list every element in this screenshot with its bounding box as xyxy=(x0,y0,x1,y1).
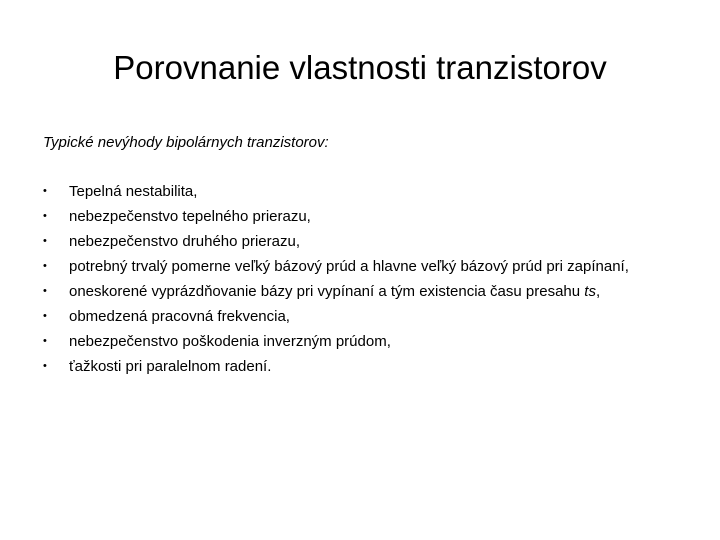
bullet-list xyxy=(43,180,683,380)
slide-title: Porovnanie vlastnosti tranzistorov xyxy=(113,49,607,86)
slide-subtitle: Typické nevýhody bipolárnych tranzistorov: xyxy=(43,134,329,151)
bullet-icon: • xyxy=(43,235,47,247)
list-item-text: nebezpečenstvo tepelného prierazu, xyxy=(69,208,311,225)
bullet-icon: • xyxy=(43,360,47,372)
list-item-text: nebezpečenstvo druhého prierazu, xyxy=(69,233,300,250)
list-item-text: Tepelná nestabilita, xyxy=(69,183,198,200)
bullet-icon: • xyxy=(43,185,47,197)
list-item-text: ťažkosti pri paralelnom radení. xyxy=(69,358,272,375)
bullet-icon: • xyxy=(43,310,47,322)
list-item xyxy=(43,180,683,203)
bullet-icon: • xyxy=(43,260,47,272)
list-item xyxy=(43,305,683,328)
list-item-text-suffix: , xyxy=(595,283,601,300)
list-item xyxy=(43,230,683,253)
list-item-text: obmedzená pracovná frekvencia, xyxy=(69,308,290,325)
bullet-icon: • xyxy=(43,335,47,347)
list-item xyxy=(43,330,683,353)
list-item-text xyxy=(69,280,683,303)
list-item-text-main: oneskorené vyprázdňovanie bázy pri vypínaní a tým existencia času presahu xyxy=(69,283,581,300)
list-item xyxy=(43,205,683,228)
list-item xyxy=(43,280,683,303)
bullet-icon: • xyxy=(43,210,47,222)
list-item-text: potrebný trvalý pomerne veľký bázový prúd a hlavne veľký bázový prúd pri zapínaní, xyxy=(69,258,629,275)
bullet-icon: • xyxy=(43,285,47,297)
time-symbol: ts xyxy=(584,283,596,300)
list-item xyxy=(43,355,683,378)
list-item-text: nebezpečenstvo poškodenia inverzným prúdom, xyxy=(69,333,391,350)
list-item xyxy=(43,255,683,278)
